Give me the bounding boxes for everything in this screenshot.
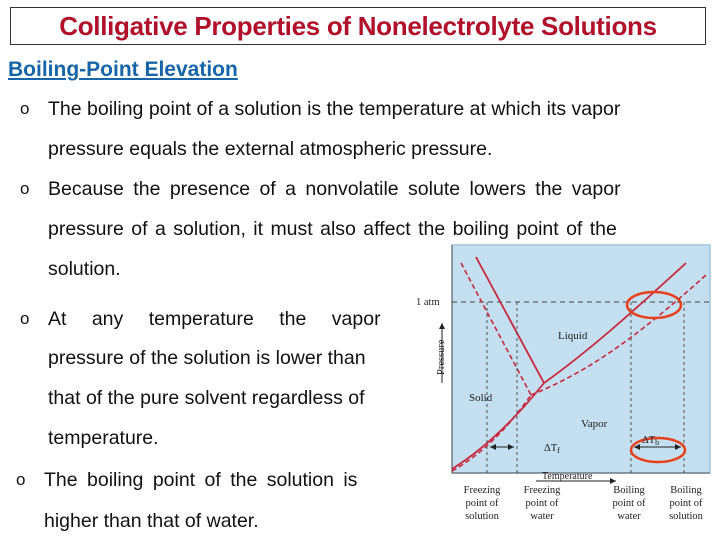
bullet-2-line-3: solution. bbox=[48, 258, 121, 280]
region-liquid-label: Liquid bbox=[558, 330, 588, 342]
pressure-1atm-label: 1 atm bbox=[416, 297, 440, 308]
bullet-1-line-1: The boiling point of a solution is the temperature at which its vapor bbox=[48, 98, 621, 120]
label-fp-solution-3: solution bbox=[465, 511, 499, 522]
label-fp-solution-1: Freezing bbox=[463, 485, 501, 496]
label-fp-water-3: water bbox=[530, 511, 554, 522]
label-fp-water-2: point of bbox=[525, 498, 559, 509]
label-bp-water-2: point of bbox=[612, 498, 646, 509]
region-vapor-label: Vapor bbox=[581, 418, 608, 430]
bullet-marker: o bbox=[20, 309, 30, 328]
bullet-3-line-1: At any temperature the vapor bbox=[48, 308, 381, 330]
label-bp-solution-1: Boiling bbox=[670, 485, 702, 496]
y-axis-label: Pressure bbox=[436, 339, 447, 375]
bullet-2-line-1: Because the presence of a nonvolatile solute lowers the vapor bbox=[48, 178, 621, 200]
delta-tf-label: ΔTf bbox=[544, 443, 560, 455]
label-fp-solution-2: point of bbox=[465, 498, 499, 509]
region-solid-label: Solid bbox=[469, 392, 493, 404]
label-bp-solution-3: solution bbox=[669, 511, 703, 522]
bullet-marker: o bbox=[16, 470, 26, 489]
bullet-3-line-3: that of the pure solvent regardless of bbox=[48, 387, 365, 409]
label-fp-water-1: Freezing bbox=[523, 485, 561, 496]
bullet-3-line-4: temperature. bbox=[48, 427, 159, 449]
bullet-3-line-2: pressure of the solution is lower than bbox=[48, 347, 366, 369]
page-title: Colligative Properties of Nonelectrolyte Solutions bbox=[59, 10, 657, 41]
label-bp-solution-2: point of bbox=[669, 498, 703, 509]
bullet-marker: o bbox=[20, 99, 30, 118]
bullet-4-line-1: The boiling point of the solution is bbox=[44, 469, 358, 491]
bullet-2-line-2: pressure of a solution, it must also affect the boiling point of the bbox=[48, 218, 617, 240]
bullet-4-line-2: higher than that of water. bbox=[44, 510, 259, 532]
x-axis-label: Temperature bbox=[542, 471, 593, 482]
bullet-marker: o bbox=[20, 179, 30, 198]
label-bp-water-1: Boiling bbox=[613, 485, 645, 496]
phase-diagram bbox=[416, 243, 714, 525]
delta-tb-label: ΔTb bbox=[642, 435, 660, 447]
section-heading: Boiling-Point Elevation bbox=[8, 58, 238, 81]
title-box bbox=[10, 7, 706, 45]
bullet-1-line-2: pressure equals the external atmospheric pressure. bbox=[48, 138, 493, 160]
label-bp-water-3: water bbox=[617, 511, 641, 522]
